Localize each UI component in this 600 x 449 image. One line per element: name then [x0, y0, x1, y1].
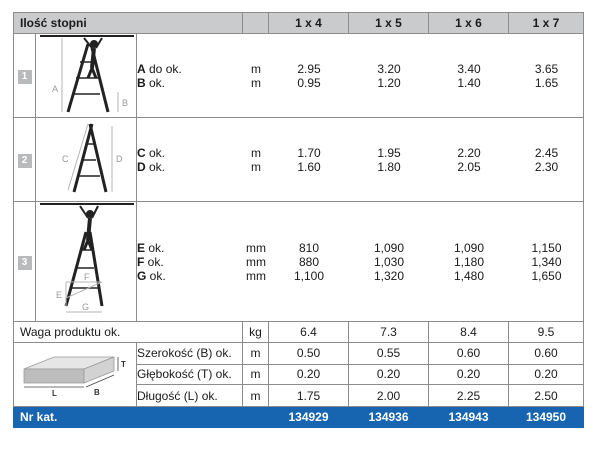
box-icon [14, 343, 137, 403]
unit-cell: m [251, 145, 261, 160]
value-cell: 2.45 [534, 145, 559, 160]
dim-label: E [56, 290, 63, 300]
dim-label: D [116, 154, 123, 164]
dim-label: F [84, 272, 90, 282]
dim-label: A [52, 84, 59, 94]
value-cell: 1.65 [534, 75, 559, 90]
value-cell: 0.60 [429, 343, 509, 365]
package-label: Głębokość (T) ok. [137, 364, 243, 385]
group-number-badge: 2 [18, 154, 32, 168]
row-key: D [137, 159, 146, 174]
unit-cell: mm [246, 240, 266, 255]
unit-cell: kg [243, 322, 269, 343]
value-cell: 2.20 [457, 145, 481, 160]
unit-cell: m [243, 385, 269, 407]
value-cell: 1,340 [531, 254, 562, 269]
value-cell: 1,150 [531, 240, 562, 255]
dim-label: L [52, 389, 57, 398]
value-cell: 1.40 [457, 75, 481, 90]
row-key: C [137, 145, 146, 160]
row-key: E [137, 240, 146, 255]
value-cell: 1,180 [453, 254, 485, 269]
catalog-label: Nr kat. [14, 407, 243, 428]
row-label: ok. [145, 240, 165, 255]
unit-cell: mm [246, 254, 266, 269]
unit-cell: m [251, 159, 261, 174]
value-cell: 2.50 [509, 385, 584, 407]
header-row [14, 13, 584, 34]
value-cell: 2.00 [349, 385, 429, 407]
unit-cell: m [251, 61, 261, 76]
group-1 [14, 34, 584, 118]
dim-label: C [62, 154, 69, 164]
spec-row [137, 241, 584, 255]
unit-header [243, 13, 269, 34]
value-cell: 1,480 [453, 268, 485, 283]
value-cell: 1,090 [373, 240, 405, 255]
row-key: A [137, 61, 146, 76]
value-cell: 1.80 [377, 159, 401, 174]
catalog-number: 134936 [349, 407, 429, 428]
value-cell: 1,100 [293, 268, 325, 283]
dim-label: B [94, 388, 100, 397]
value-cell: 2.05 [457, 159, 481, 174]
ladder-reach-icon [36, 202, 136, 318]
package-label: Długość (L) ok. [137, 385, 243, 407]
col-header: 1 x 6 [429, 13, 509, 34]
value-cell: 0.20 [509, 364, 584, 385]
value-cell: 2.25 [429, 385, 509, 407]
value-cell: 0.20 [349, 364, 429, 385]
value-cell: 0.20 [429, 364, 509, 385]
spec-row [137, 62, 584, 76]
ladder-width-diagram [36, 118, 137, 202]
value-cell: 0.60 [509, 343, 584, 365]
value-cell: 0.95 [297, 75, 321, 90]
unit-cell: m [243, 343, 269, 365]
unit-cell: m [251, 75, 261, 90]
value-cell: 8.4 [429, 322, 509, 343]
value-cell: 0.20 [269, 364, 349, 385]
weight-label: Waga produktu ok. [14, 322, 243, 343]
value-cell: 9.5 [509, 322, 584, 343]
value-cell: 3.40 [457, 61, 481, 76]
value-cell: 1,090 [453, 240, 485, 255]
value-cell: 7.3 [349, 322, 429, 343]
value-cell: 1.95 [377, 145, 401, 160]
row-label: ok. [146, 268, 166, 283]
value-cell: 0.55 [349, 343, 429, 365]
unit-cell: m [243, 364, 269, 385]
spec-table [13, 12, 584, 428]
value-cell: 1,030 [373, 254, 405, 269]
dim-label: G [82, 302, 90, 312]
group-number-badge: 1 [18, 70, 32, 84]
row-key: F [137, 254, 145, 269]
value-cell: 1,320 [373, 268, 405, 283]
catalog-row [14, 407, 584, 428]
ladder-side-icon [36, 118, 136, 198]
spec-row [137, 146, 584, 160]
group-3 [14, 202, 584, 322]
value-cell: 1,650 [531, 268, 562, 283]
row-label: ok. [145, 159, 166, 174]
unit-cell: mm [246, 268, 266, 283]
value-cell: 2.95 [297, 61, 321, 76]
spec-row [137, 255, 584, 269]
catalog-number: 134929 [269, 407, 349, 428]
catalog-number: 134950 [509, 407, 584, 428]
group-number-badge: 3 [18, 256, 32, 270]
group-2 [14, 118, 584, 202]
col-header: 1 x 5 [349, 13, 429, 34]
value-cell: 2.30 [534, 159, 559, 174]
row-key: G [137, 268, 147, 283]
package-diagram [14, 343, 137, 407]
value-cell: 1.70 [297, 145, 321, 160]
dim-label: T [121, 360, 126, 369]
col-header: 1 x 4 [269, 13, 349, 34]
row-label: ok. [145, 75, 166, 90]
spec-row [137, 269, 584, 283]
col-header: 1 x 7 [509, 13, 584, 34]
catalog-number: 134943 [429, 407, 509, 428]
row-label: do ok. [145, 61, 182, 76]
steps-header: Ilość stopni [14, 13, 243, 34]
value-cell: 1.60 [297, 159, 321, 174]
value-cell: 3.20 [377, 61, 401, 76]
spec-row [137, 76, 584, 90]
value-cell: 3.65 [534, 61, 559, 76]
value-cell: 1.75 [269, 385, 349, 407]
package-row [14, 343, 584, 365]
value-cell: 1.20 [377, 75, 401, 90]
weight-row [14, 322, 584, 343]
package-label: Szerokość (B) ok. [137, 343, 243, 365]
value-cell: 880 [298, 254, 320, 269]
ladder-reach-diagram [36, 202, 137, 322]
ladder-person-icon [36, 34, 136, 114]
value-cell: 6.4 [269, 322, 349, 343]
row-label: ok. [145, 145, 166, 160]
value-cell: 0.50 [269, 343, 349, 365]
spec-row [137, 160, 584, 174]
ladder-height-diagram [36, 34, 137, 118]
row-label: ok. [144, 254, 164, 269]
row-key: B [137, 75, 146, 90]
value-cell: 810 [298, 240, 320, 255]
dim-label: B [122, 98, 129, 108]
